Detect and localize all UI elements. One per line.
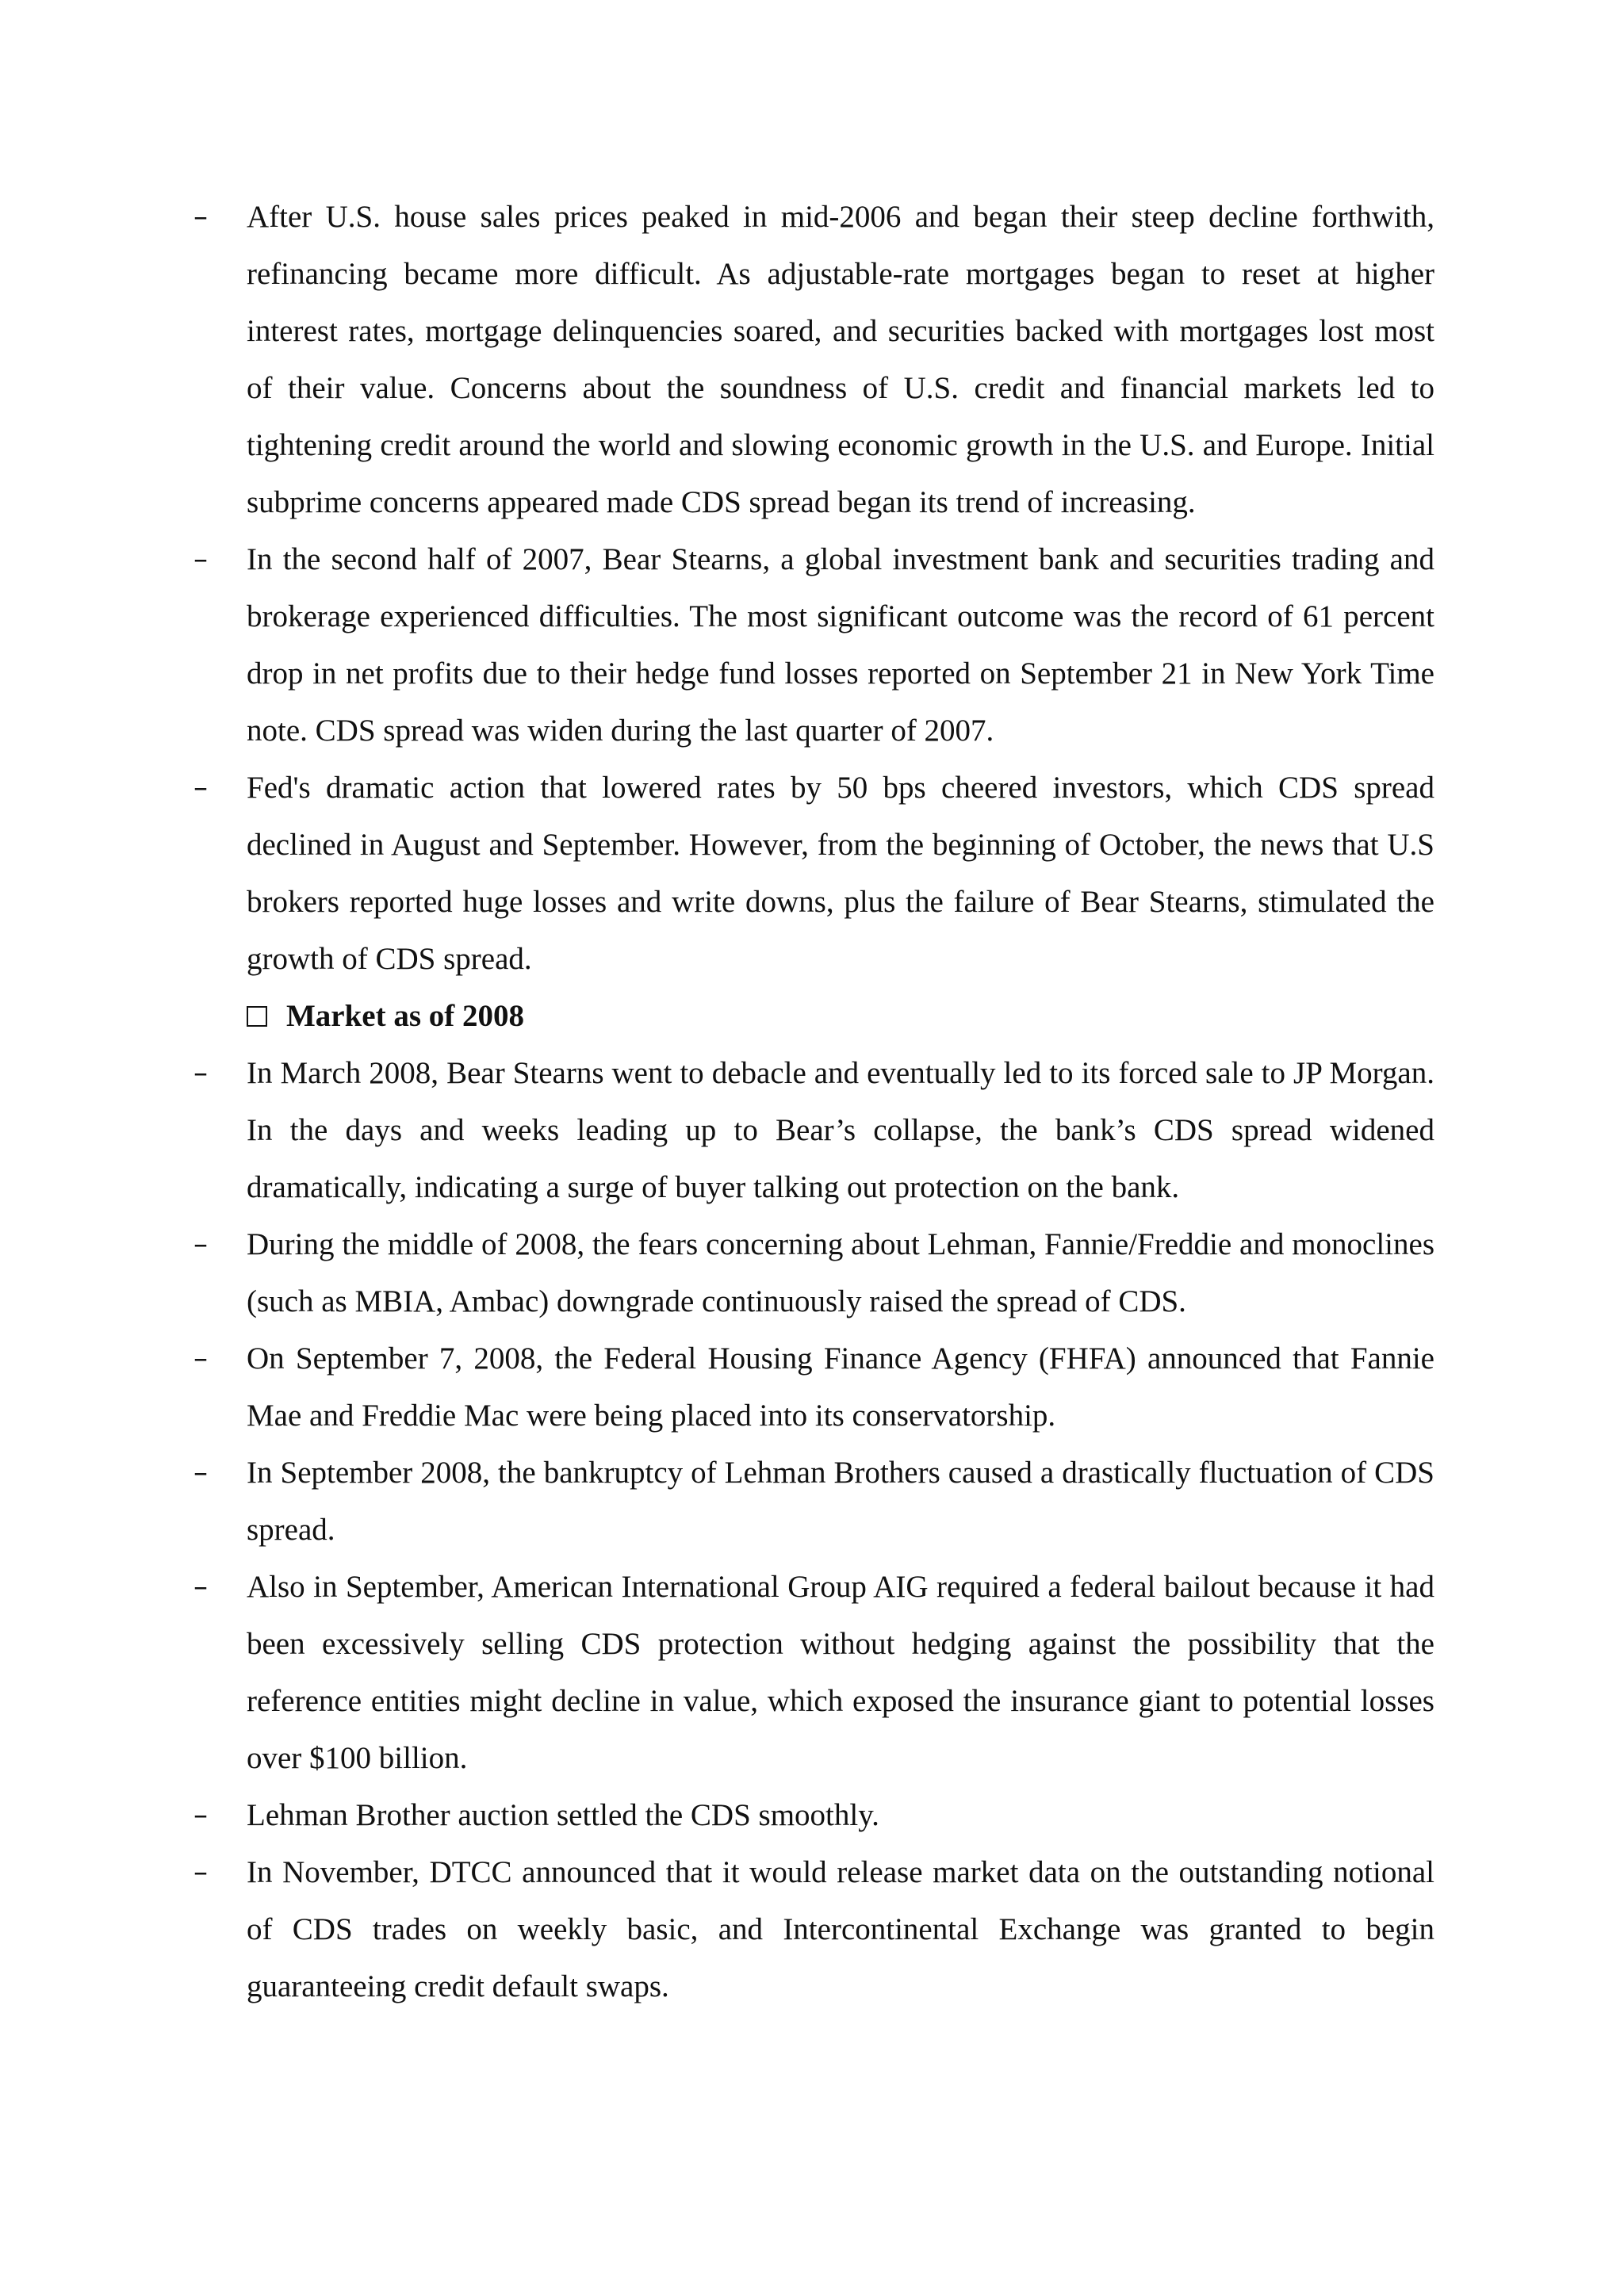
bullet-text: After U.S. house sales prices peaked in mid-2006 and began their steep decline forthwith, refinancing became more difficult. As adjustable-rate mortgages began to reset at higher interest rates, mortgage delinquencies soared, and securities backed with mortgages lost most of their value. Concerns about the soundness of U.S. credit and financial markets led to tightening credit around the world and slowing economic growth in the U.S. and Europe. Initial subprime concerns appeared made CDS spread began its trend of increasing. <box>247 200 1434 519</box>
dash-marker: – <box>193 1799 208 1831</box>
bullet-text: Also in September, American International Group AIG required a federal bailout because it had been excessively selling CDS protection without hedging against the possibility that the reference entities might decline in value, which exposed the insurance giant to potential losses over $100 billion. <box>247 1570 1434 1775</box>
bullet-text: During the middle of 2008, the fears concerning about Lehman, Fannie/Freddie and monoclines (such as MBIA, Ambac) downgrade continuously raised the spread of CDS. <box>247 1227 1434 1318</box>
bullet-text: Lehman Brother auction settled the CDS smoothly. <box>247 1798 879 1832</box>
dash-marker: – <box>193 1342 208 1375</box>
bullet-item <box>193 189 1434 531</box>
bullet-text: In November, DTCC announced that it would release market data on the outstanding notional of CDS trades on weekly basic, and Intercontinental Exchange was granted to begin guaranteeing credit default swaps. <box>247 1855 1434 2003</box>
bullet-text: In the second half of 2007, Bear Stearns, a global investment bank and securities trading and brokerage experienced difficulties. The most significant outcome was the record of 61 percent drop in net profits due to their hedge fund losses reported on September 21 in New York Time note. CDS spread was widen during the last quarter of 2007. <box>247 542 1434 748</box>
checkbox-bullet-icon <box>247 1006 267 1027</box>
dash-marker: – <box>193 543 208 576</box>
dash-marker: – <box>193 201 208 233</box>
bullet-text: In March 2008, Bear Stearns went to debacle and eventually led to its forced sale to JP Morgan. In the days and weeks leading up to Bear’s collapse, the bank’s CDS spread widened dramatically, indicating a surge of buyer talking out protection on the bank. <box>247 1056 1434 1204</box>
bullet-item <box>193 1330 1434 1445</box>
bullet-text: Fed's dramatic action that lowered rates by 50 bps cheered investors, which CDS spread declined in August and September. However, from the beginning of October, the news that U.S brokers reported huge losses and write downs, plus the failure of Bear Stearns, stimulated the growth of CDS spread. <box>247 771 1434 976</box>
bullet-item <box>193 1216 1434 1330</box>
document-body <box>193 189 1434 2015</box>
bullet-item <box>193 531 1434 760</box>
bullet-item <box>193 760 1434 988</box>
bullet-item <box>193 1445 1434 1559</box>
dash-marker: – <box>193 1057 208 1089</box>
dash-marker: – <box>193 1571 208 1603</box>
bullet-text: In September 2008, the bankruptcy of Lehman Brothers caused a drastically fluctuation of CDS spread. <box>247 1456 1434 1547</box>
bullet-item <box>193 1559 1434 1787</box>
section-heading <box>193 988 1434 1045</box>
bullet-text: On September 7, 2008, the Federal Housing Finance Agency (FHFA) announced that Fannie Mae and Freddie Mac were being placed into its conservatorship. <box>247 1341 1434 1433</box>
dash-marker: – <box>193 1856 208 1888</box>
dash-marker: – <box>193 1456 208 1489</box>
bullet-item <box>193 1787 1434 1844</box>
bullet-item <box>193 1844 1434 2015</box>
section-heading-text: Market as of 2008 <box>286 999 525 1033</box>
bullet-item <box>193 1045 1434 1216</box>
dash-marker: – <box>193 1228 208 1261</box>
dash-marker: – <box>193 771 208 804</box>
